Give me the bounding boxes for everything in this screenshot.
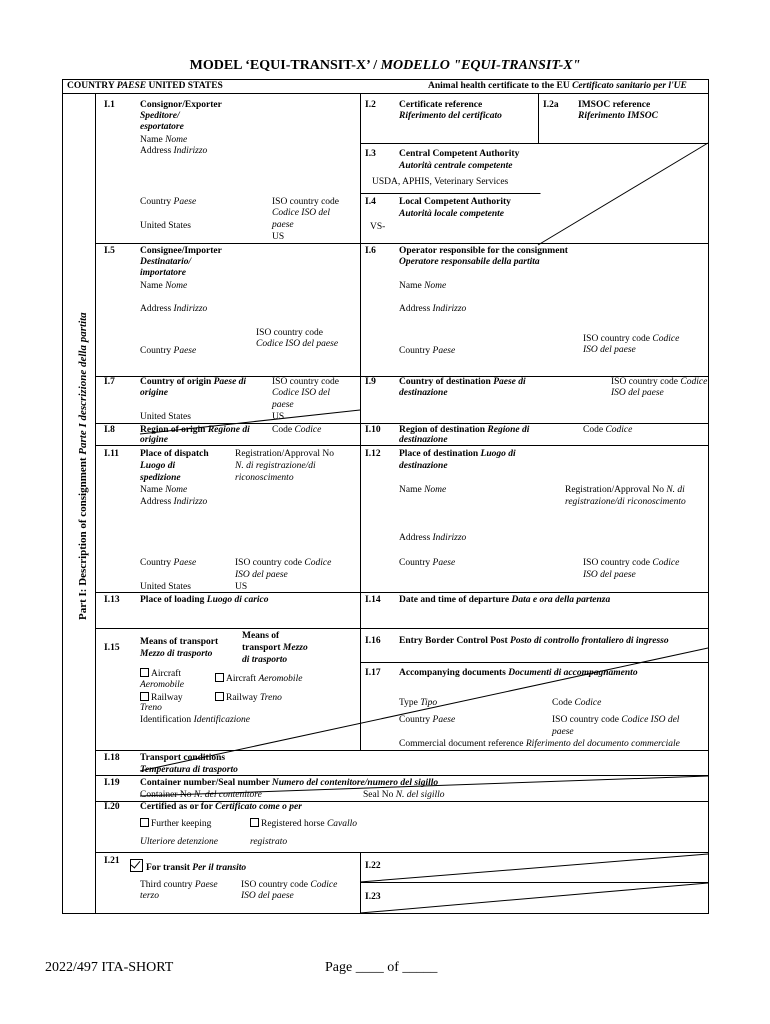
box-i12-reg-label: Registration/Approval No N. di: [565, 485, 685, 495]
registered-horse-checkbox[interactable]: Registered horse Cavallo: [250, 818, 357, 830]
railway-label-it: Treno: [140, 703, 162, 713]
box-i5-title: Consignee/Importer: [140, 246, 222, 256]
box-i9-title: Country of destination Paese di: [399, 377, 526, 387]
box-i15-title2-it: di trasporto: [242, 655, 288, 665]
box-i20-title: Certified as or for Certificato come o per: [140, 802, 302, 812]
box-i11-address-field[interactable]: Address Indirizzo: [140, 497, 208, 507]
box-i11-iso-value[interactable]: US: [235, 582, 248, 592]
box-i6-country-label: Country Paese: [399, 346, 456, 356]
box-i1-title-it2: esportatore: [140, 122, 184, 132]
box-i17-code[interactable]: Code Codice: [552, 698, 602, 708]
box-i19-number: I.19: [104, 778, 120, 788]
header-certificate: Animal health certificate to the EU Certificato sanitario per l'UE: [428, 81, 687, 91]
box-i7-number: I.7: [104, 377, 115, 387]
box-i6-title-it: Operatore responsabile della partita: [399, 257, 540, 267]
box-i18-number: I.18: [104, 753, 120, 763]
aircraft-label-it: Aeromobile: [140, 680, 184, 690]
box-i16-title: Entry Border Control Post Posto di controllo frontaliero di ingresso: [399, 636, 669, 646]
box-i2a-number: I.2a: [543, 100, 559, 110]
box-i8-title: Region of origin Regione di: [140, 425, 250, 435]
box-i4-title-it: Autorità locale competente: [399, 209, 505, 219]
box-i10-title: Region of destination Regione di: [399, 425, 530, 435]
box-i1-iso-it2: paese: [272, 220, 294, 230]
box-i12-country-label: Country Paese: [399, 558, 456, 568]
box-i4-number: I.4: [365, 197, 376, 207]
part1-side-label: Part I: Description of consignment Parte I descrizione della partita: [77, 312, 89, 620]
box-i1-title: Consignor/Exporter: [140, 100, 222, 110]
box-i21-number: I.21: [104, 856, 120, 866]
box-i12-number: I.12: [365, 449, 381, 459]
box-i9-number: I.9: [365, 377, 376, 387]
railway-checkbox-2[interactable]: Railway Treno: [215, 692, 282, 704]
box-i15-number: I.15: [104, 643, 120, 653]
box-i14-title: Date and time of departure Data e ora della partenza: [399, 595, 611, 605]
box-i12-iso-label: ISO country code Codice: [583, 558, 680, 568]
checkbox-icon: [140, 692, 149, 701]
aircraft-checkbox-2[interactable]: Aircraft Aeromobile: [215, 673, 302, 685]
checkbox-icon: [140, 818, 149, 827]
box-i11-reg-it: N. di registrazione/di: [235, 461, 316, 471]
box-i12-address-field[interactable]: Address Indirizzo: [399, 533, 467, 543]
box-i2-number: I.2: [365, 100, 376, 110]
box-i11-country-value[interactable]: United States: [140, 582, 191, 592]
box-i17-number: I.17: [365, 668, 381, 678]
box-i1-number: I.1: [104, 100, 115, 110]
box-i11-title-it: Luogo di: [140, 461, 176, 471]
box-i8-number: I.8: [104, 425, 115, 435]
box-i17-commercial[interactable]: Commercial document reference Riferimento del documento commerciale: [399, 739, 680, 749]
box-i20-number: I.20: [104, 802, 120, 812]
footer-page-number: Page ____ of _____: [325, 960, 438, 975]
box-i5-title-it: Destinatario/: [140, 257, 192, 267]
box-i13-number: I.13: [104, 595, 120, 605]
box-i17-iso[interactable]: ISO country code Codice ISO del: [552, 715, 680, 725]
box-i18-title: Transport conditions: [140, 753, 226, 763]
railway-checkbox[interactable]: Railway: [140, 692, 183, 704]
box-i15-title2: Means of: [242, 631, 280, 641]
box-i17-type[interactable]: Type Tipo: [399, 698, 438, 708]
box-i7-iso-it2: paese: [272, 400, 294, 410]
for-transit-checkbox[interactable]: For transit Per il transito: [130, 859, 246, 874]
checkbox-icon: [215, 673, 224, 682]
box-i11-country-label: Country Paese: [140, 558, 197, 568]
box-i10-number: I.10: [365, 425, 381, 435]
box-i16-number: I.16: [365, 636, 381, 646]
box-i12-title: Place of destination Luogo di: [399, 449, 516, 459]
box-i7-country-value[interactable]: United States: [140, 412, 191, 422]
box-i5-iso-it: Codice ISO del paese: [256, 339, 339, 349]
box-i11-name-field[interactable]: Name Nome: [140, 485, 188, 495]
box-i1-name-field[interactable]: Name Nome: [140, 135, 188, 145]
box-i6-name-field[interactable]: Name Nome: [399, 281, 447, 291]
box-i5-name-field[interactable]: Name Nome: [140, 281, 188, 291]
box-i1-iso-label: ISO country code: [272, 197, 340, 207]
box-i22-number: I.22: [365, 861, 381, 871]
box-i12-title-it: destinazione: [399, 461, 448, 471]
box-i21-third-it: terzo: [140, 891, 159, 901]
box-i1-country-value[interactable]: United States: [140, 221, 191, 231]
box-i15-title-it: Mezzo di trasporto: [140, 649, 213, 659]
box-i1-iso-value[interactable]: US: [272, 232, 285, 242]
box-i2-title-it: Riferimento del certificato: [399, 111, 502, 121]
box-i9-iso-it: ISO del paese: [611, 388, 664, 398]
checkbox-icon: [140, 668, 149, 677]
box-i5-number: I.5: [104, 246, 115, 256]
title-main: MODEL ‘EQUI-TRANSIT-X’ /: [189, 58, 381, 73]
box-i1-country-label: Country Paese: [140, 197, 197, 207]
box-i19-seal[interactable]: Seal No N. del sigillo: [363, 790, 445, 800]
box-i21-third-country[interactable]: Third country Paese: [140, 880, 218, 890]
box-i21-iso-it: ISO del paese: [241, 891, 294, 901]
box-i17-iso-it: paese: [552, 727, 574, 737]
box-i7-title: Country of origin Paese di: [140, 377, 247, 387]
box-i5-country-label: Country Paese: [140, 346, 197, 356]
box-i5-title-it2: importatore: [140, 268, 186, 278]
box-i9-iso-label: ISO country code Codice: [611, 377, 708, 387]
further-keeping-checkbox[interactable]: Further keeping: [140, 818, 211, 830]
box-i11-number: I.11: [104, 449, 120, 459]
box-i3-value[interactable]: USDA, APHIS, Veterinary Services: [372, 177, 509, 187]
box-i11-title-it2: spedizione: [140, 473, 181, 483]
box-i11-reg-label: Registration/Approval No: [235, 449, 334, 459]
box-i1-address-field[interactable]: Address Indirizzo: [140, 146, 208, 156]
box-i6-address-field[interactable]: Address Indirizzo: [399, 304, 467, 314]
box-i19-title: Container number/Seal number Numero del contenitore/numero del sigillo: [140, 778, 439, 788]
box-i15-title: Means of transport: [140, 637, 219, 647]
box-i4-value[interactable]: VS-: [370, 222, 386, 232]
box-i23-number: I.23: [365, 892, 381, 902]
box-i12-reg-it: registrazione/di riconoscimento: [565, 497, 686, 507]
box-i8-code: Code Codice: [272, 425, 322, 435]
box-i10-title-it: destinazione: [399, 435, 448, 445]
box-i13-title: Place of loading Luogo di carico: [140, 595, 269, 605]
box-i3-title: Central Competent Authority: [399, 149, 520, 159]
box-i14-number: I.14: [365, 595, 381, 605]
further-keeping-label-it: Ulteriore detenzione: [140, 837, 219, 847]
box-i6-title: Operator responsible for the consignment: [399, 246, 568, 256]
identification-field[interactable]: Identification Identificazione: [140, 715, 251, 725]
box-i11-iso-it: ISO del paese: [235, 570, 288, 580]
box-i5-address-field[interactable]: Address Indirizzo: [140, 304, 208, 314]
box-i17-title: Accompanying documents Documenti di accompagnamento: [399, 668, 638, 678]
box-i1-iso-it: Codice ISO del: [272, 208, 331, 218]
box-i3-title-it: Autorità centrale competente: [399, 161, 513, 171]
box-i2a-title: IMSOC reference: [578, 100, 651, 110]
box-i6-iso-label: ISO country code Codice: [583, 334, 680, 344]
box-i11-reg-it2: riconoscimento: [235, 473, 294, 483]
box-i5-iso-label: ISO country code: [256, 328, 324, 338]
registered-horse-label-it: registrato: [250, 837, 288, 847]
box-i11-iso-label: ISO country code Codice: [235, 558, 332, 568]
box-i19-container[interactable]: Container No N. del contenitore: [140, 790, 262, 800]
box-i7-iso-value[interactable]: US: [272, 412, 285, 422]
box-i8-title-it: origine: [140, 435, 168, 445]
checked-checkbox-icon: [130, 859, 143, 872]
box-i7-iso-it: Codice ISO del: [272, 388, 331, 398]
box-i1-title-it: Speditore/: [140, 111, 180, 121]
checkbox-icon: [215, 692, 224, 701]
footer-document-code: 2022/497 ITA-SHORT: [45, 960, 174, 975]
box-i17-country[interactable]: Country Paese: [399, 715, 456, 725]
box-i6-iso-it: ISO del paese: [583, 345, 636, 355]
aircraft-checkbox[interactable]: Aircraft: [140, 668, 181, 680]
box-i4-title: Local Competent Authority: [399, 197, 511, 207]
box-i7-iso-label: ISO country code: [272, 377, 340, 387]
box-i15-title2b: transport Mezzo: [242, 643, 308, 653]
box-i3-number: I.3: [365, 149, 376, 159]
box-i9-title-it: destinazione: [399, 388, 448, 398]
box-i21-iso[interactable]: ISO country code Codice: [241, 880, 338, 890]
title-italic: MODELLO "EQUI-TRANSIT-X": [380, 58, 581, 73]
box-i12-name-field[interactable]: Name Nome: [399, 485, 447, 495]
checkbox-icon: [250, 818, 259, 827]
box-i2-title: Certificate reference: [399, 100, 483, 110]
box-i11-title: Place of dispatch: [140, 449, 209, 459]
box-i6-number: I.6: [365, 246, 376, 256]
box-i12-iso-it: ISO del paese: [583, 570, 636, 580]
box-i7-title-it: origine: [140, 388, 168, 398]
header-country: COUNTRY PAESE UNITED STATES: [67, 81, 223, 91]
box-i18-title-it: Temperatura di trasporto: [140, 765, 238, 775]
box-i10-code: Code Codice: [583, 425, 633, 435]
box-i2a-title-it: Riferimento IMSOC: [578, 111, 658, 121]
